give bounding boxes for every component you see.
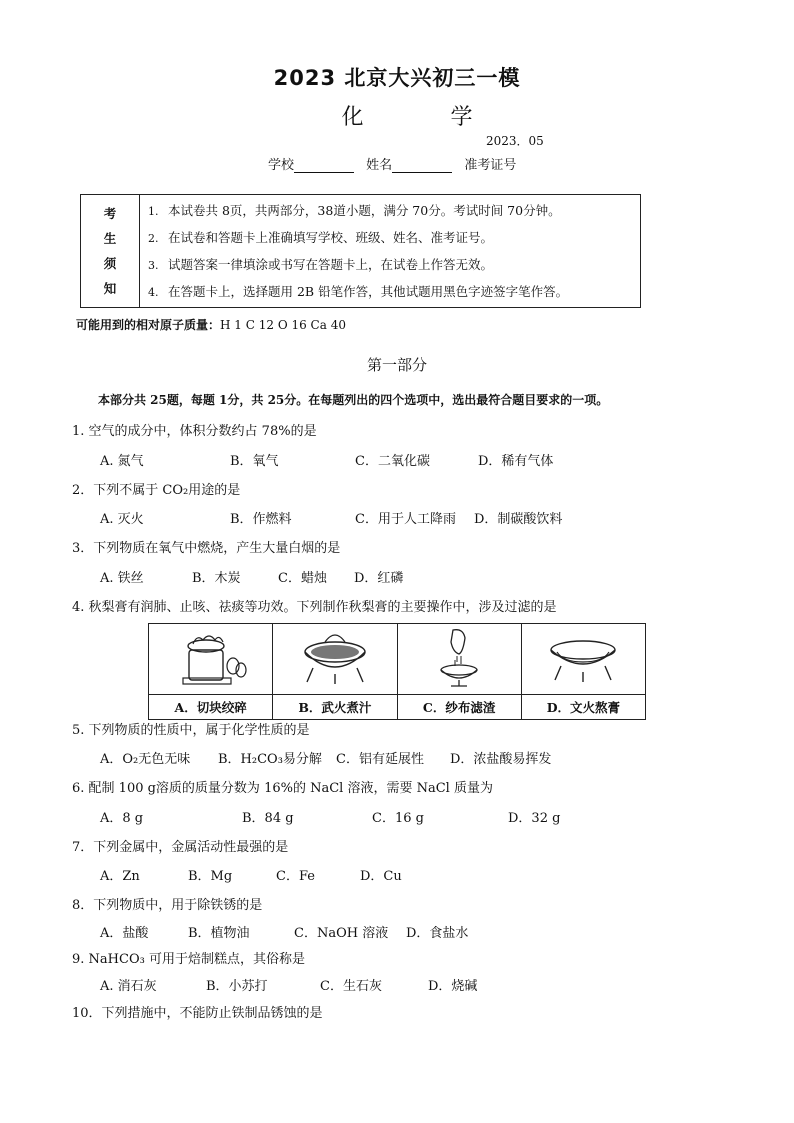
option[interactable]: B．84 g — [242, 811, 294, 826]
id-label: 准考证号 — [464, 158, 517, 173]
option[interactable]: D．浓盐酸易挥发 — [450, 752, 552, 767]
option[interactable]: C．铝有延展性 — [336, 752, 424, 767]
grinder-icon — [171, 626, 251, 688]
option[interactable]: D．Cu — [360, 869, 402, 884]
name-label: 姓名 — [366, 158, 393, 173]
name-blank[interactable] — [392, 160, 452, 173]
question-stem: 6. 配制 100 g溶质的质量分数为 16%的 NaCl 溶液，需要 NaCl 质量为 — [72, 781, 493, 796]
school-blank[interactable] — [294, 160, 354, 173]
gauze-filter-icon — [419, 626, 499, 688]
notice-item: 3. 试题答案一律填涂或书写在答题卡上，在试卷上作答无效。 — [148, 257, 494, 272]
boiling-pot-icon — [295, 626, 375, 688]
option[interactable]: D．食盐水 — [406, 926, 469, 941]
option[interactable]: B．Mg — [188, 869, 233, 884]
question-stem: 9. NaHCO₃ 可用于焙制糕点，其俗称是 — [72, 952, 305, 967]
option[interactable]: A．盐酸 — [100, 926, 149, 941]
option[interactable]: C．二氧化碳 — [355, 454, 430, 469]
exam-date: 2023．05 — [486, 134, 544, 148]
question-stem: 10．下列措施中，不能防止铁制品锈蚀的是 — [72, 1006, 323, 1021]
option[interactable]: C．用于人工降雨 — [355, 512, 456, 527]
question-stem: 7．下列金属中，金属活动性最强的是 — [72, 840, 289, 855]
notice-heading: 考 生 须 知 — [81, 195, 140, 308]
option[interactable]: D．32 g — [508, 811, 561, 826]
option[interactable]: A．8 g — [100, 811, 144, 826]
option[interactable]: C．生石灰 — [320, 979, 382, 994]
option[interactable]: D．稀有气体 — [478, 454, 554, 469]
simmer-pot-icon — [543, 626, 623, 688]
option[interactable]: D．制碳酸饮料 — [474, 512, 563, 527]
option[interactable]: B．木炭 — [192, 571, 241, 586]
question-stem: 1. 空气的成分中，体积分数约占 78%的是 — [72, 424, 317, 439]
boiling-pot-image — [273, 624, 397, 695]
student-info-line — [268, 154, 516, 173]
atomic-masses: 可能用到的相对原子质量：H 1 C 12 O 16 Ca 40 — [76, 318, 346, 332]
question-stem: 5. 下列物质的性质中，属于化学性质的是 — [72, 723, 310, 738]
notice-box — [80, 194, 641, 308]
option[interactable]: A. 氮气 — [100, 454, 144, 469]
school-label: 学校 — [268, 158, 295, 173]
notice-item: 1. 本试卷共 8页，共两部分，38道小题，满分 70分。考试时间 70分钟。 — [148, 203, 561, 218]
exam-title: 2023 北京大兴初三一模 — [273, 66, 521, 90]
simmer-pot-image — [521, 624, 645, 695]
option[interactable]: D．烧碱 — [428, 979, 478, 994]
grinder-image — [149, 624, 273, 695]
notice-item: 4. 在答题卡上，选择题用 2B 铅笔作答，其他试题用黑色字迹签字笔作答。 — [148, 284, 569, 299]
part-intro: 本部分共 25题，每题 1分，共 25分。在每题列出的四个选项中，选出最符合题目要求的一项。 — [98, 393, 609, 407]
question-stem: 4. 秋梨膏有润肺、止咳、祛痰等功效。下列制作秋梨膏的主要操作中，涉及过滤的是 — [72, 600, 557, 615]
question-stem: 8．下列物质中，用于除铁锈的是 — [72, 898, 263, 913]
option[interactable]: A．Zn — [100, 869, 140, 884]
option[interactable]: B．H₂CO₃易分解 — [218, 752, 322, 767]
option[interactable]: C．蜡烛 — [278, 571, 327, 586]
option[interactable]: D．红磷 — [354, 571, 404, 586]
option[interactable]: A. 消石灰 — [100, 979, 157, 994]
operations-figure-table — [148, 623, 646, 720]
subject-title: 化 学 — [341, 105, 513, 130]
option[interactable]: B．作燃料 — [230, 512, 292, 527]
option[interactable]: A. 铁丝 — [100, 571, 144, 586]
notice-items — [140, 195, 641, 308]
option[interactable]: B．小苏打 — [206, 979, 268, 994]
option[interactable]: C．NaOH 溶液 — [294, 926, 389, 941]
option[interactable]: A. 灭火 — [100, 512, 144, 527]
option[interactable]: A．切块绞碎 — [149, 695, 273, 720]
option[interactable]: B．武火煮汁 — [273, 695, 397, 720]
gauze-filter-image — [397, 624, 521, 695]
option[interactable]: D．文火熬膏 — [521, 695, 645, 720]
option[interactable]: C．纱布滤渣 — [397, 695, 521, 720]
option[interactable]: B．植物油 — [188, 926, 250, 941]
part-title: 第一部分 — [366, 356, 427, 374]
option[interactable]: C．16 g — [372, 811, 424, 826]
option[interactable]: B．氧气 — [230, 454, 279, 469]
question-stem: 3．下列物质在氧气中燃烧，产生大量白烟的是 — [72, 541, 341, 556]
option[interactable]: A．O₂无色无味 — [100, 752, 191, 767]
notice-item: 2. 在试卷和答题卡上准确填写学校、班级、姓名、准考证号。 — [148, 230, 494, 245]
question-stem: 2．下列不属于 CO₂用途的是 — [72, 483, 241, 498]
option[interactable]: C．Fe — [276, 869, 315, 884]
